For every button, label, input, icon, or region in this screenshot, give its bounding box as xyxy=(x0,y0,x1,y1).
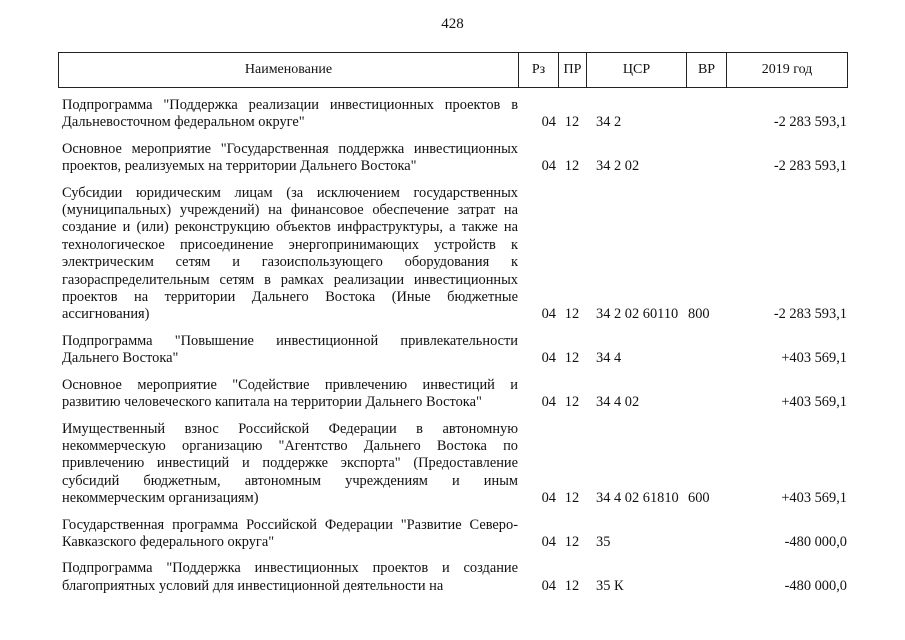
row-name: Подпрограмма "Повышение инвестиционной привлекательности Дальнего Востока" xyxy=(62,332,518,367)
row-csr: 34 4 xyxy=(596,350,622,367)
row-amount: +403 569,1 xyxy=(781,490,847,507)
table-row xyxy=(58,560,847,595)
row-pr: 12 xyxy=(564,577,580,594)
row-name: Субсидии юридическим лицам (за исключением государственных (муниципальных) учреждений) на финансовое обеспечение затрат на создание и (или) реконструкцию объектов инфраструктуры, а также на технологическое присоединение энергопринимающих устройств к электрическим сетям и газоиспользующего оборудования к газораспределительным сетям в рамках реализации инвестиционных проектов на территории Дальнего Востока (Иные бюджетные ассигнования) xyxy=(62,184,518,323)
table-row xyxy=(58,141,847,176)
row-name: Государственная программа Российской Федерации "Развитие Северо-Кавказского федерального округа" xyxy=(62,516,518,550)
row-csr: 35 xyxy=(596,533,611,550)
table-header xyxy=(58,52,848,88)
row-name: Основное мероприятие "Содействие привлечению инвестиций и развитию человеческого капитала на территории Дальнего Востока" xyxy=(62,376,518,411)
row-rz: 04 xyxy=(541,533,556,550)
table-row xyxy=(58,517,847,552)
table-row xyxy=(58,421,847,508)
table-row xyxy=(58,97,847,132)
row-pr: 12 xyxy=(564,158,580,175)
row-pr: 12 xyxy=(564,350,580,367)
row-name: Основное мероприятие "Государственная поддержка инвестиционных проектов, реализуемых на территории Дальнего Востока" xyxy=(62,140,518,175)
row-name: Подпрограмма "Поддержка реализации инвестиционных проектов в Дальневосточном федеральном округе" xyxy=(62,97,518,131)
row-vr: 800 xyxy=(688,306,710,323)
row-csr: 34 4 02 61810 xyxy=(596,490,679,507)
header-csr: ЦСР xyxy=(587,53,687,88)
row-vr: 600 xyxy=(688,490,710,507)
row-amount: +403 569,1 xyxy=(781,394,847,411)
header-year: 2019 год xyxy=(727,53,848,88)
row-csr: 34 2 02 xyxy=(596,158,640,175)
row-amount: -480 000,0 xyxy=(784,533,847,550)
row-pr: 12 xyxy=(564,533,580,550)
header-vr: ВР xyxy=(687,53,727,88)
row-pr: 12 xyxy=(564,394,580,411)
row-amount: +403 569,1 xyxy=(781,350,847,367)
row-pr: 12 xyxy=(564,306,580,323)
page-number: 428 xyxy=(441,16,464,32)
table-row xyxy=(58,333,847,368)
row-rz: 04 xyxy=(541,350,556,367)
row-csr: 34 2 02 60110 xyxy=(596,306,679,323)
row-csr: 35 К xyxy=(596,577,624,594)
table-row xyxy=(58,185,847,324)
row-pr: 12 xyxy=(564,114,580,131)
row-name: Имущественный взнос Российской Федерации в автономную некоммерческую организацию "Агентство Дальнего Востока по привлечению инвестиций и поддержке экспорта" (Предоставление субсидий бюджетным, автономным учреждениям и иным некоммерческим организациям) xyxy=(62,420,518,507)
row-rz: 04 xyxy=(541,158,556,175)
row-rz: 04 xyxy=(541,490,556,507)
row-amount: -2 283 593,1 xyxy=(773,158,847,175)
table-row xyxy=(58,377,847,412)
table-body xyxy=(58,97,847,604)
row-csr: 34 4 02 xyxy=(596,394,640,411)
row-amount: -2 283 593,1 xyxy=(773,114,847,131)
row-name: Подпрограмма "Поддержка инвестиционных проектов и создание благоприятных условий для инвестиционной деятельности на xyxy=(62,560,518,594)
row-pr: 12 xyxy=(564,490,580,507)
row-rz: 04 xyxy=(541,577,556,594)
header-pr: ПР xyxy=(559,53,587,88)
row-csr: 34 2 xyxy=(596,114,622,131)
header-name: Наименование xyxy=(59,53,519,88)
header-rz: Рз xyxy=(519,53,559,88)
row-amount: -480 000,0 xyxy=(784,577,847,594)
row-rz: 04 xyxy=(541,394,556,411)
row-rz: 04 xyxy=(541,114,556,131)
row-rz: 04 xyxy=(541,306,556,323)
row-amount: -2 283 593,1 xyxy=(773,306,847,323)
